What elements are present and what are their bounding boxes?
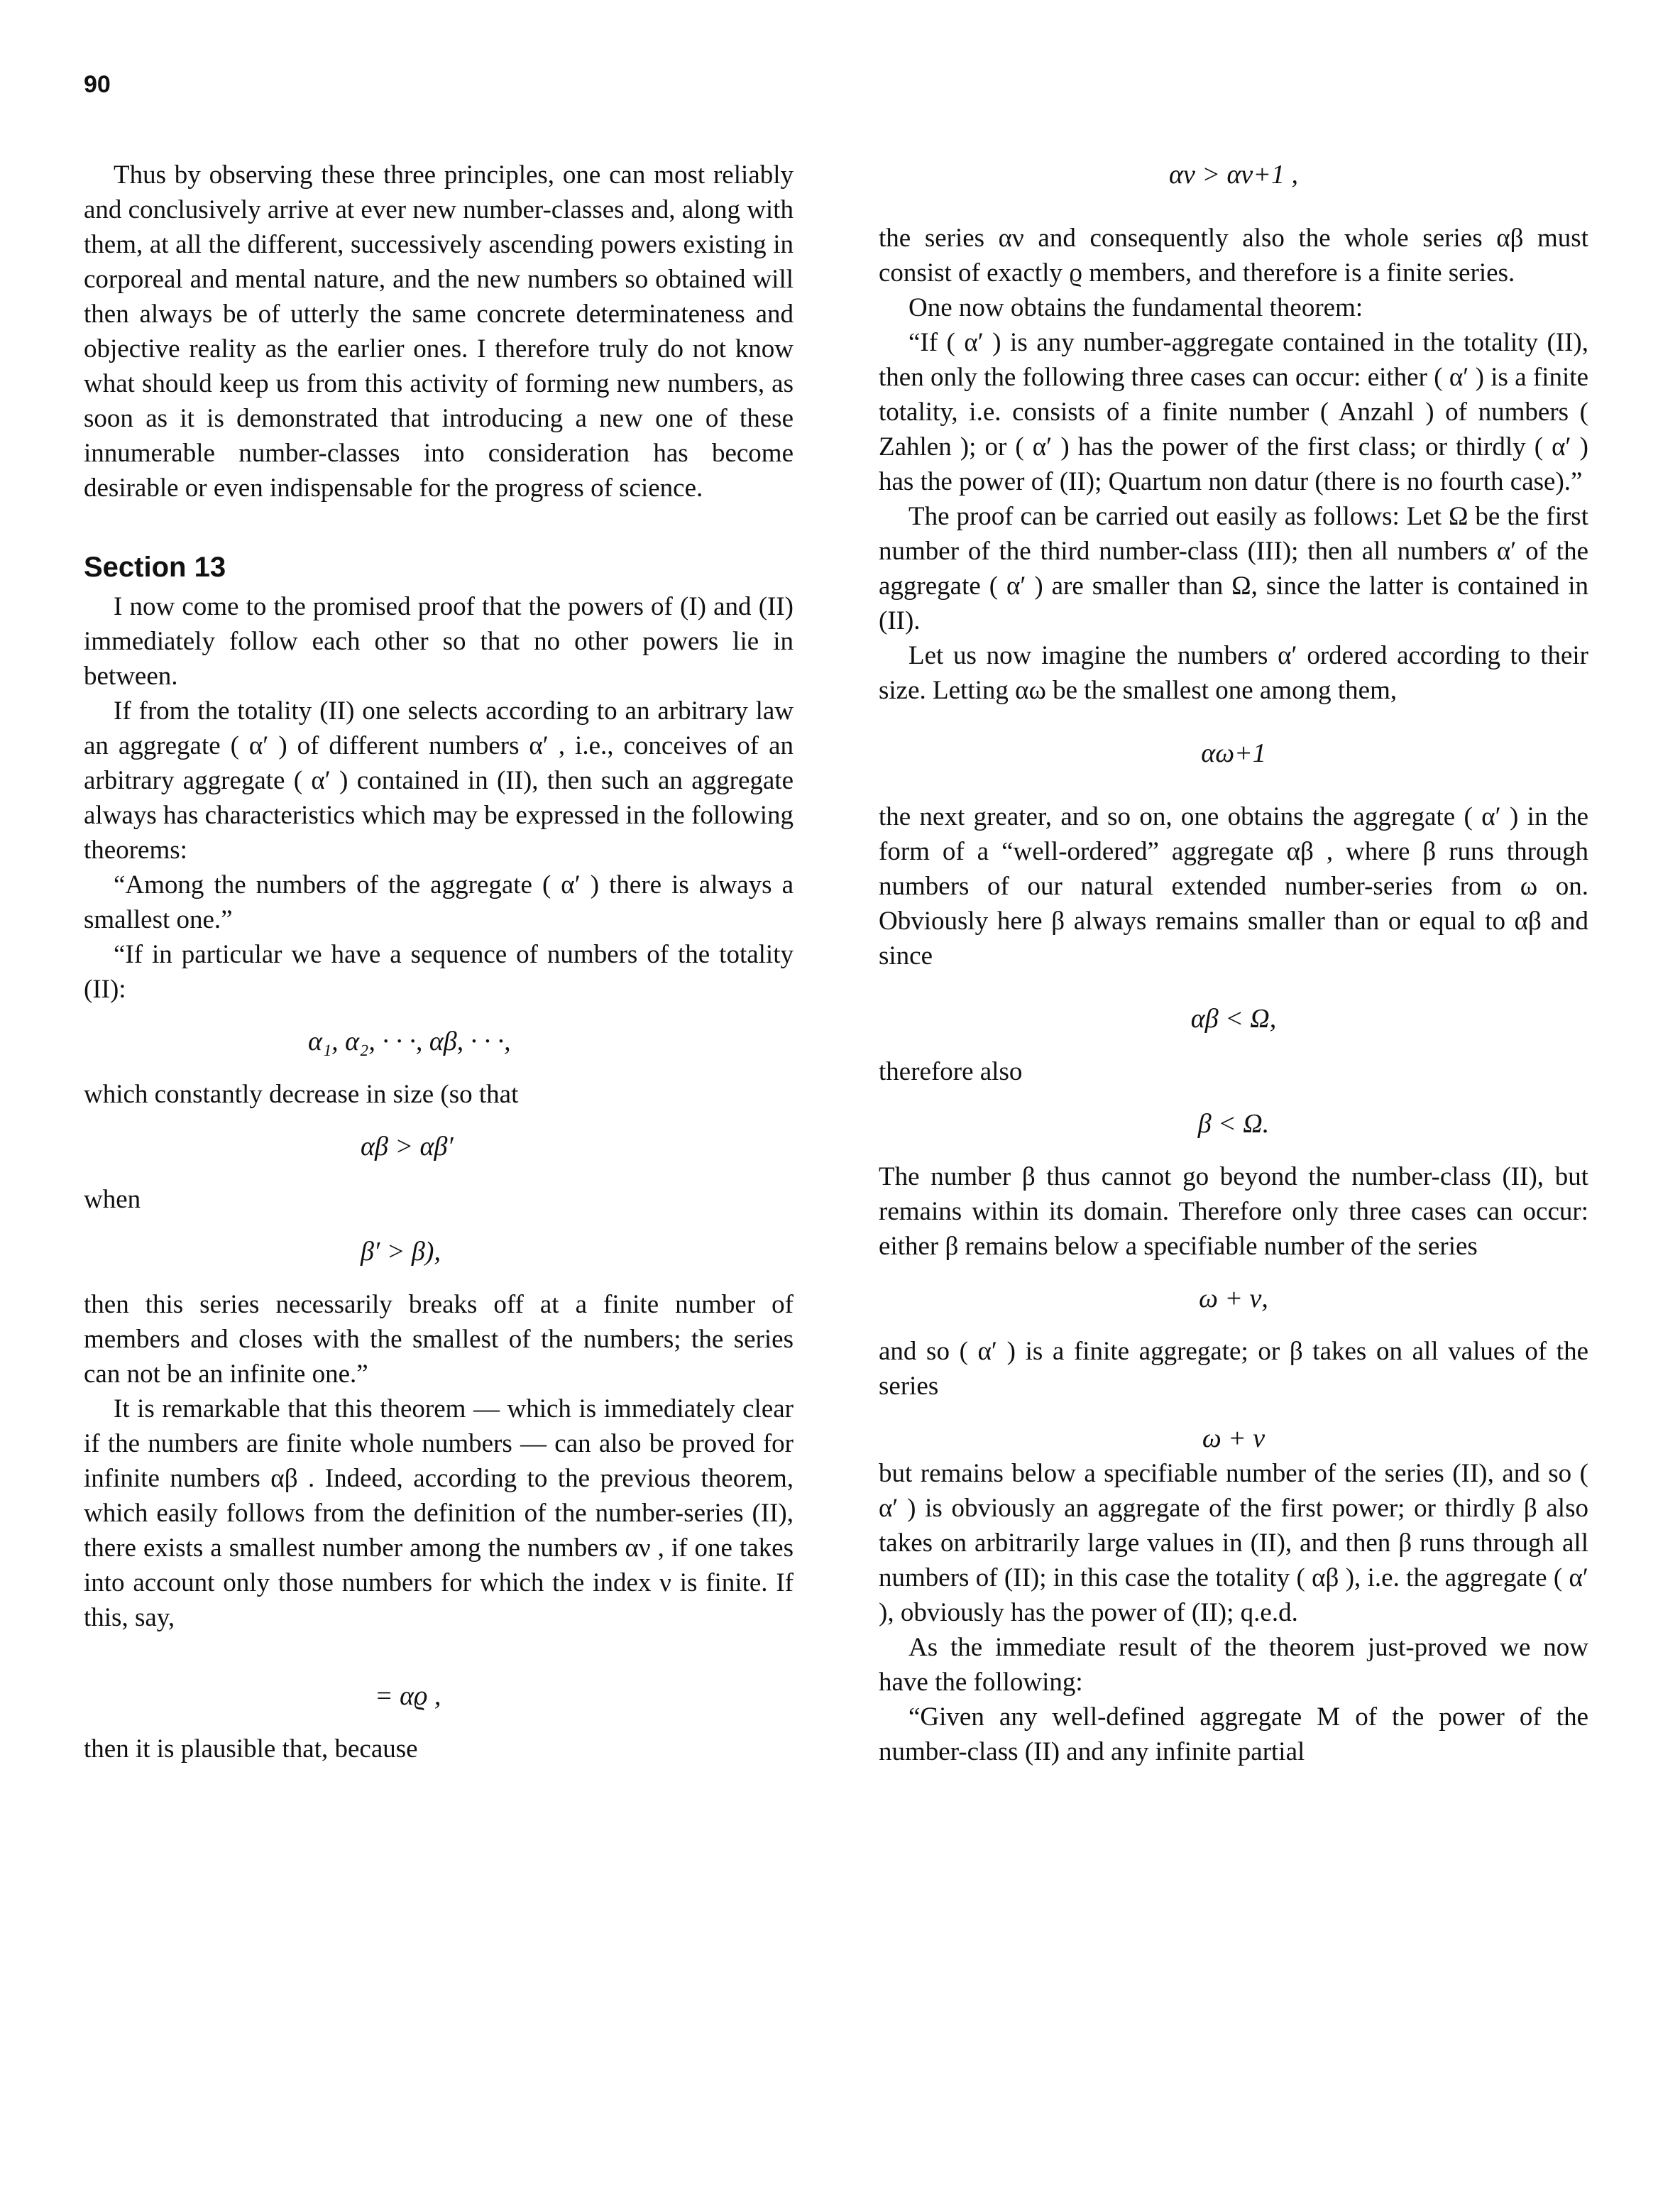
equation: αω+1 <box>1201 738 1266 768</box>
paragraph: the next greater, and so on, one obtains the aggregate ( α′ ) in the form of a “well-ordered” aggregate αβ , where β runs through numbers of our natural extended number-series from ω on. Obviously here β always remains smaller than or equal to αβ and since <box>879 802 1588 970</box>
section-heading: Section 13 <box>84 552 226 583</box>
paragraph: then this series necessarily breaks off at a finite number of members and closes with the smallest of the numbers; the series can not be an infinite one.” <box>84 1290 794 1389</box>
equation: β′ > β), <box>361 1237 441 1267</box>
equation: = αϱ , <box>375 1681 441 1711</box>
paragraph: when <box>84 1185 141 1214</box>
paragraph: but remains below a specifiable number of the series (II), and so ( α′ ) is obviously an aggregate of the first power; or thirdly β also takes on arbitrarily large values in (II), and then β runs through all numbers of (II); in this case the totality ( αβ ), i.e. the aggregate ( α′ ), obviously has the power of (II); q.e.d. <box>879 1459 1588 1627</box>
paragraph: I now come to the promised proof that the powers of (I) and (II) immediately follow each other so that no other powers lie in between. <box>84 592 794 691</box>
equation: αβ > αβ′ <box>361 1132 454 1161</box>
page-number: 90 <box>84 71 111 98</box>
paragraph: The proof can be carried out easily as follows: Let Ω be the first number of the third number-class (III); then all numbers α′ of the aggregate ( α′ ) are smaller than Ω, since the latter is contained in (II). <box>879 502 1588 635</box>
paragraph: The number β thus cannot go beyond the number-class (II), but remains within its domain. Therefore only three cases can occur: either β remains below a specifiable number of the series <box>879 1162 1588 1261</box>
paragraph: “If in particular we have a sequence of numbers of the totality (II): <box>84 940 794 1004</box>
paragraph: As the immediate result of the theorem just-proved we now have the following: <box>879 1633 1588 1697</box>
equation: ω + ν, <box>1199 1284 1268 1313</box>
paragraph: the series αν and consequently also the whole series αβ must consist of exactly ϱ members, and therefore is a finite series. <box>879 224 1588 288</box>
paragraph: Thus by observing these three principles, one can most reliably and conclusively arrive at ever new number-classes and, along with them, at all the different, successively ascending powers existing in corporeal and mental nature, and the new numbers so obtained will then always be of utterly the same concrete determinateness and objective reality as the earlier ones. I therefore truly do not know what should keep us from this activity of forming new numbers, as soon as it is demonstrated that introducing a new one of these innumerable number-classes into consideration has become desirable or even indispensable for the progress of science. <box>84 160 794 503</box>
paragraph: “If ( α′ ) is any number-aggregate contained in the totality (II), then only the following three cases can occur: either ( α′ ) is a finite totality, i.e. consists of a finite number ( Anzahl ) of numbers ( Zahlen ); or ( α′ ) has the power of the first class; or thirdly ( α′ ) has the power of (II); Quartum non datur (there is no fourth case).” <box>879 328 1588 496</box>
paragraph: and so ( α′ ) is a finite aggregate; or β takes on all values of the series <box>879 1337 1588 1401</box>
equation: β < Ω. <box>1197 1109 1270 1139</box>
equation: αν > αν+1 , <box>1169 160 1298 190</box>
equation: α₁, α₂, · · ·, αβ, · · ·, <box>308 1027 511 1056</box>
paragraph: If from the totality (II) one selects according to an arbitrary law an aggregate ( α′ ) of different numbers α′ , i.e., conceives of an arbitrary aggregate ( α′ ) contained in (II), then such an aggregate always has characteristics which may be expressed in the following theorems: <box>84 696 794 865</box>
paragraph: therefore also <box>879 1057 1023 1086</box>
paragraph: One now obtains the fundamental theorem: <box>908 293 1363 322</box>
paragraph: which constantly decrease in size (so that <box>84 1080 519 1109</box>
paragraph: “Given any well-defined aggregate M of the power of the number-class (II) and any infinite partial <box>879 1702 1588 1766</box>
equation: αβ < Ω, <box>1190 1004 1277 1034</box>
paragraph: then it is plausible that, because <box>84 1734 418 1764</box>
paragraph: “Among the numbers of the aggregate ( α′ ) there is always a smallest one.” <box>84 870 794 934</box>
right-column <box>879 158 1588 1769</box>
equation: ω + ν <box>1202 1423 1266 1453</box>
paragraph: It is remarkable that this theorem — which is immediately clear if the numbers are finite whole numbers — can also be proved for infinite numbers αβ . Indeed, according to the previous theorem, which easily follows from the definition of the number-series (II), there exists a smallest number among the numbers αν , if one takes into account only those numbers for which the index ν is finite. If this, say, <box>84 1394 794 1632</box>
paragraph: Let us now imagine the numbers α′ ordered according to their size. Letting αω be the smallest one among them, <box>879 641 1588 705</box>
left-column <box>84 158 794 1766</box>
